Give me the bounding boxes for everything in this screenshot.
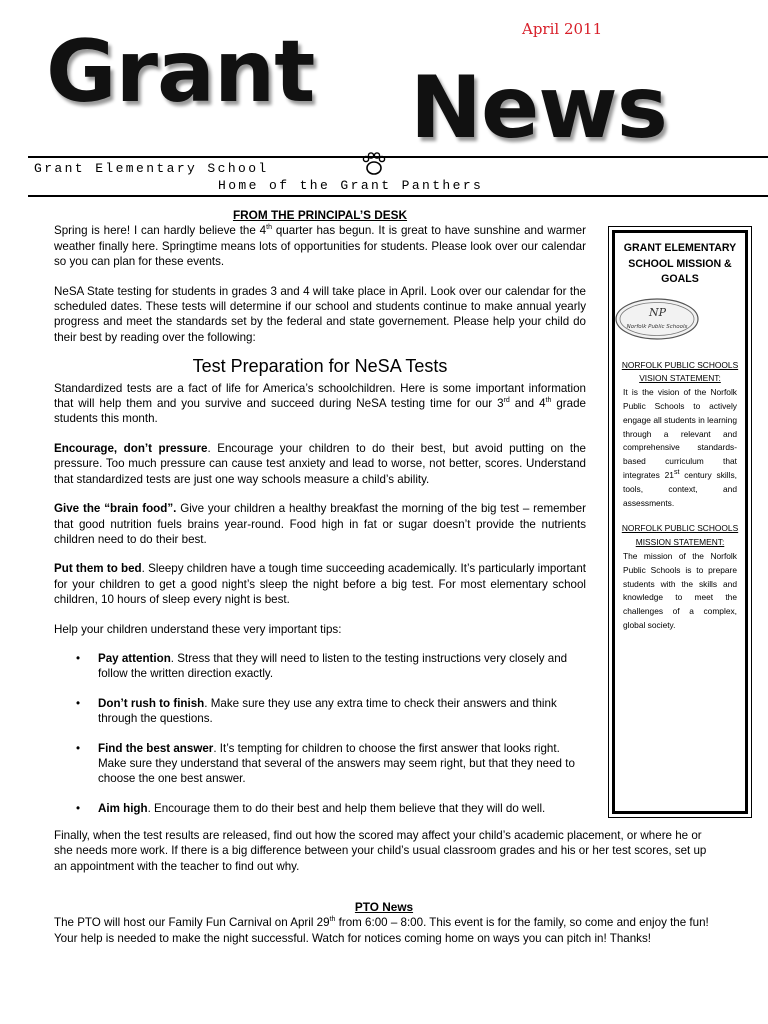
pto-heading: PTO News [354, 900, 414, 914]
mission-heading: NORFOLK PUBLIC SCHOOLS MISSION STATEMENT: [621, 523, 739, 548]
paw-print-icon [361, 151, 387, 177]
pto-section [54, 900, 714, 946]
vision-heading: NORFOLK PUBLIC SCHOOLS VISION STATEMENT: [621, 359, 739, 384]
main-column [54, 208, 586, 830]
test-prep-intro: Standardized tests are a fact of life for America’s schoolchildren. Here is some important information that will help them and you survive and succeed during NeSA testing time for our 3rd and 4th grade students this month. [54, 381, 587, 426]
principal-paragraph-2: NeSA State testing for students in grades 3 and 4 will take place in April. Look over our calendar for the scheduled dates. These tests will determine if our school and students continue to make annual yearly progress and meet the standards set by the federal and state governement. Please help your child do their best by reading over the following: [54, 284, 586, 344]
tip-paragraph: Give the “brain food”. Give your children a healthy breakfast the morning of the big test – remember that good nutrition fuels brains year-round. Food high in fat or sugar doesn’t provide the nutrients children need to do their best. [54, 502, 586, 546]
help-intro: Help your children understand these very important tips: [54, 622, 342, 636]
school-name: Grant Elementary School [34, 161, 269, 176]
masthead-news: News [410, 58, 667, 158]
svg-text:NP: NP [649, 305, 667, 319]
top-rule [28, 156, 768, 158]
sidebar-title: GRANT ELEMENTARY SCHOOL MISSION & GOALS [623, 242, 737, 286]
vision-text: It is the vision of the Norfolk Public Schools to actively engage all students in learning through a relevant and comprehensive standards-based curriculum that integrates 21st century skills, tools, context, and assessments. [623, 387, 737, 508]
issue-date: April 2011 [522, 20, 603, 38]
list-item: • Pay attention. Stress that they will need to listen to the testing instructions very closely and follow the written direction exactly. [54, 651, 586, 682]
finally-paragraph: Finally, when the test results are released, find out how the scored may affect your child’s academic placement, or where he or she needs more work. If there is a big difference between your child’s usual classroom grades and his or her test scores, set up an appointment with the teacher to find out why. [54, 829, 707, 873]
norfolk-public-schools-logo [615, 298, 699, 340]
pto-text: The PTO will host our Family Fun Carnival on April 29th from 6:00 – 8:00. This event is for the family, so come and enjoy the fun! Your help is needed to make the night successful. Watch for notices coming home on ways you can pitch in! Thanks! [54, 916, 709, 945]
logo-text: Norfolk Public Schools [626, 323, 688, 330]
masthead-grant: Grant [46, 22, 315, 122]
test-prep-heading: Test Preparation for NeSA Tests [192, 356, 448, 377]
mission-sidebar [612, 230, 748, 814]
list-item: • Don’t rush to finish. Make sure they use any extra time to check their answers and think through the questions. [54, 696, 586, 727]
list-item: • Aim high. Encourage them to do their best and help them believe that they will do well. [54, 801, 586, 816]
bottom-rule [28, 195, 768, 197]
mission-text: The mission of the Norfolk Public Schools is to prepare students with the skills and knowledge to meet the challenges of a complex, global society. [623, 550, 737, 630]
principal-heading: FROM THE PRINCIPAL’S DESK [232, 208, 408, 222]
tips-list [54, 651, 586, 816]
tip-paragraph: Put them to bed. Sleepy children have a tough time succeeding academically. It’s particularly important for your children to get a good night’s sleep the night before a big test. For most elementary school children, 10 hours of sleep every night is best. [54, 562, 587, 607]
tip-paragraph: Encourage, don’t pressure. Encourage your children to do their best, but avoid putting on the pressure. Too much pressure can cause test anxiety and lead to worse, not better, scores. Understand that standardized tests are just one way schools measure a child’s ability. [54, 441, 587, 486]
list-item: • Find the best answer. It’s tempting for children to choose the first answer that looks right. Make sure they understand that several of the answers may seem right, but that they need to choose the one best answer. [54, 741, 586, 787]
school-tagline: Home of the Grant Panthers [218, 178, 484, 193]
principal-paragraph-1: Spring is here! I can hardly believe the 4th quarter has begun. It is great to have sunshine and warmer weather finally here. Springtime means lots of opportunities for students. Please look over our calendar so you can plan for these events. [54, 224, 586, 269]
